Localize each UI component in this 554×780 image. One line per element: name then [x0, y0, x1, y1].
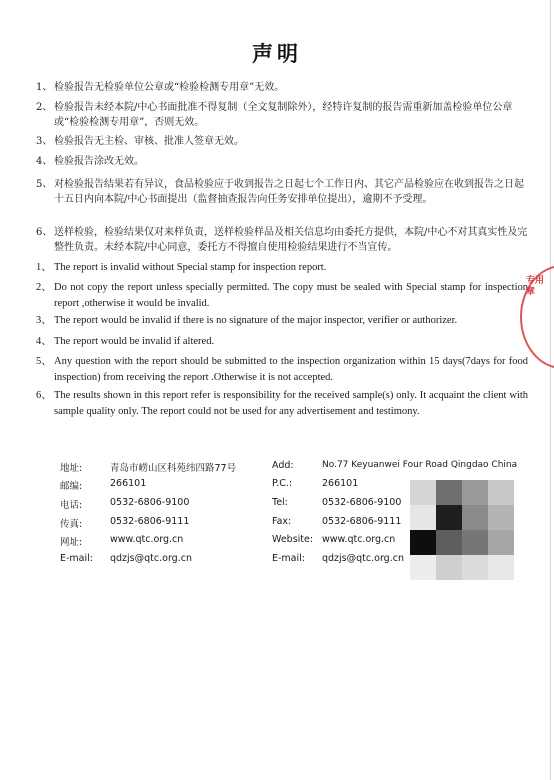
cn-item-2	[36, 100, 528, 130]
address-label: 地址:	[60, 463, 83, 474]
en-item-text: The report would be invalid if there is no signature of the major inspector, verifier or authorizer.	[54, 315, 458, 326]
en-item-number: 3、	[36, 315, 52, 326]
phone-value: 0532-6806-9100	[110, 497, 190, 508]
cn-item-number: 1、	[36, 82, 53, 93]
en-item-number: 1、	[36, 262, 52, 273]
address-value: 青岛市崂山区科苑纬四路77号	[110, 463, 237, 474]
page-title: 声明	[252, 41, 302, 66]
en-item-number: 2、	[36, 282, 52, 293]
cn-item-6	[36, 225, 528, 255]
email-label: E-mail:	[272, 553, 305, 564]
en-item-number: 5、	[36, 356, 52, 367]
en-item-3	[36, 313, 528, 329]
cn-item-number: 6、	[36, 227, 53, 238]
fax-label: 传真:	[60, 519, 83, 530]
cn-item-number: 4、	[36, 156, 53, 167]
qr-code-icon	[410, 480, 514, 580]
cn-item-number: 3、	[36, 136, 53, 147]
cn-item-text: 检验报告涂改无效。	[54, 156, 144, 167]
cn-item-text: 对检验报告结果若有异议，食品检验应于收到报告之日起七个工作日内、其它产品检验应在收到报告之日起十五日内向本院/中心书面提出（监督抽查报告向任务安排单位提出），逾期不予受理。	[54, 179, 524, 205]
postcode-value: 266101	[110, 478, 147, 489]
website-link[interactable]: www.qtc.org.cn	[110, 534, 184, 545]
en-item-text: Any question with the report should be submitted to the inspection organization within 15 days(7days for food inspection) from receiving the report .Otherwise it is not accepted.	[54, 356, 528, 383]
cn-item-number: 5、	[36, 179, 53, 190]
postcode-label: 邮编:	[60, 481, 83, 492]
seal-text: 专用章	[526, 276, 545, 297]
cn-item-3	[36, 134, 528, 149]
website-label: 网址:	[60, 537, 83, 548]
website-label: Website:	[272, 534, 314, 545]
en-item-4	[36, 334, 528, 350]
address-value: No.77 Keyuanwei Four Road Qingdao China	[322, 460, 518, 470]
address-label: Add:	[272, 460, 294, 471]
email-link[interactable]: qdzjs@qtc.org.cn	[110, 553, 192, 564]
phone-label: Tel:	[272, 497, 288, 508]
phone-value: 0532-6806-9100	[322, 497, 402, 508]
en-item-text: The report would be invalid if altered.	[54, 336, 215, 347]
en-item-number: 6、	[36, 390, 52, 401]
en-item-text: Do not copy the report unless specially permitted. The copy must be sealed with Special stamp for inspection report ,otherwise it would be invalid.	[54, 282, 528, 309]
fax-value: 0532-6806-9111	[110, 516, 190, 527]
page-border	[550, 0, 551, 780]
cn-item-text: 送样检验，检验结果仅对来样负责，送样检验样品及相关信息均由委托方提供，本院/中心不对其真实性及完整性负责。未经本院/中心同意，委托方不得擅自使用检验结果进行不当宣传。	[54, 227, 528, 253]
cn-item-number: 2、	[36, 102, 53, 113]
postcode-label: P.C.:	[272, 478, 293, 489]
cn-item-text: 检验报告未经本院/中心书面批准不得复制（全文复制除外），经特许复制的报告需重新加盖检验单位公章或“检验检测专用章”，否则无效。	[54, 102, 513, 128]
fax-label: Fax:	[272, 516, 292, 527]
cn-item-text: 检验报告无主检、审核、批准人签章无效。	[54, 136, 244, 147]
email-link[interactable]: qdzjs@qtc.org.cn	[322, 553, 404, 564]
cn-item-5	[36, 177, 528, 207]
en-item-2	[36, 280, 528, 311]
email-label: E-mail:	[60, 553, 93, 564]
en-item-6	[36, 388, 528, 419]
en-item-text: The results shown in this report refer is responsibility for the received sample(s) only. It acquaint the client with sample quality only. The report could not be used for any advertisement and testimony.	[54, 390, 528, 417]
website-link[interactable]: www.qtc.org.cn	[322, 534, 396, 545]
cn-item-4	[36, 154, 528, 169]
cn-item-1	[36, 80, 528, 95]
en-item-5	[36, 354, 528, 385]
cn-item-text: 检验报告无检验单位公章或“检验检测专用章”无效。	[54, 82, 285, 93]
phone-label: 电话:	[60, 500, 83, 511]
en-item-1	[36, 260, 528, 276]
fax-value: 0532-6806-9111	[322, 516, 402, 527]
postcode-value: 266101	[322, 478, 359, 489]
en-item-number: 4、	[36, 336, 52, 347]
en-item-text: The report is invalid without Special stamp for inspection report.	[54, 262, 327, 273]
